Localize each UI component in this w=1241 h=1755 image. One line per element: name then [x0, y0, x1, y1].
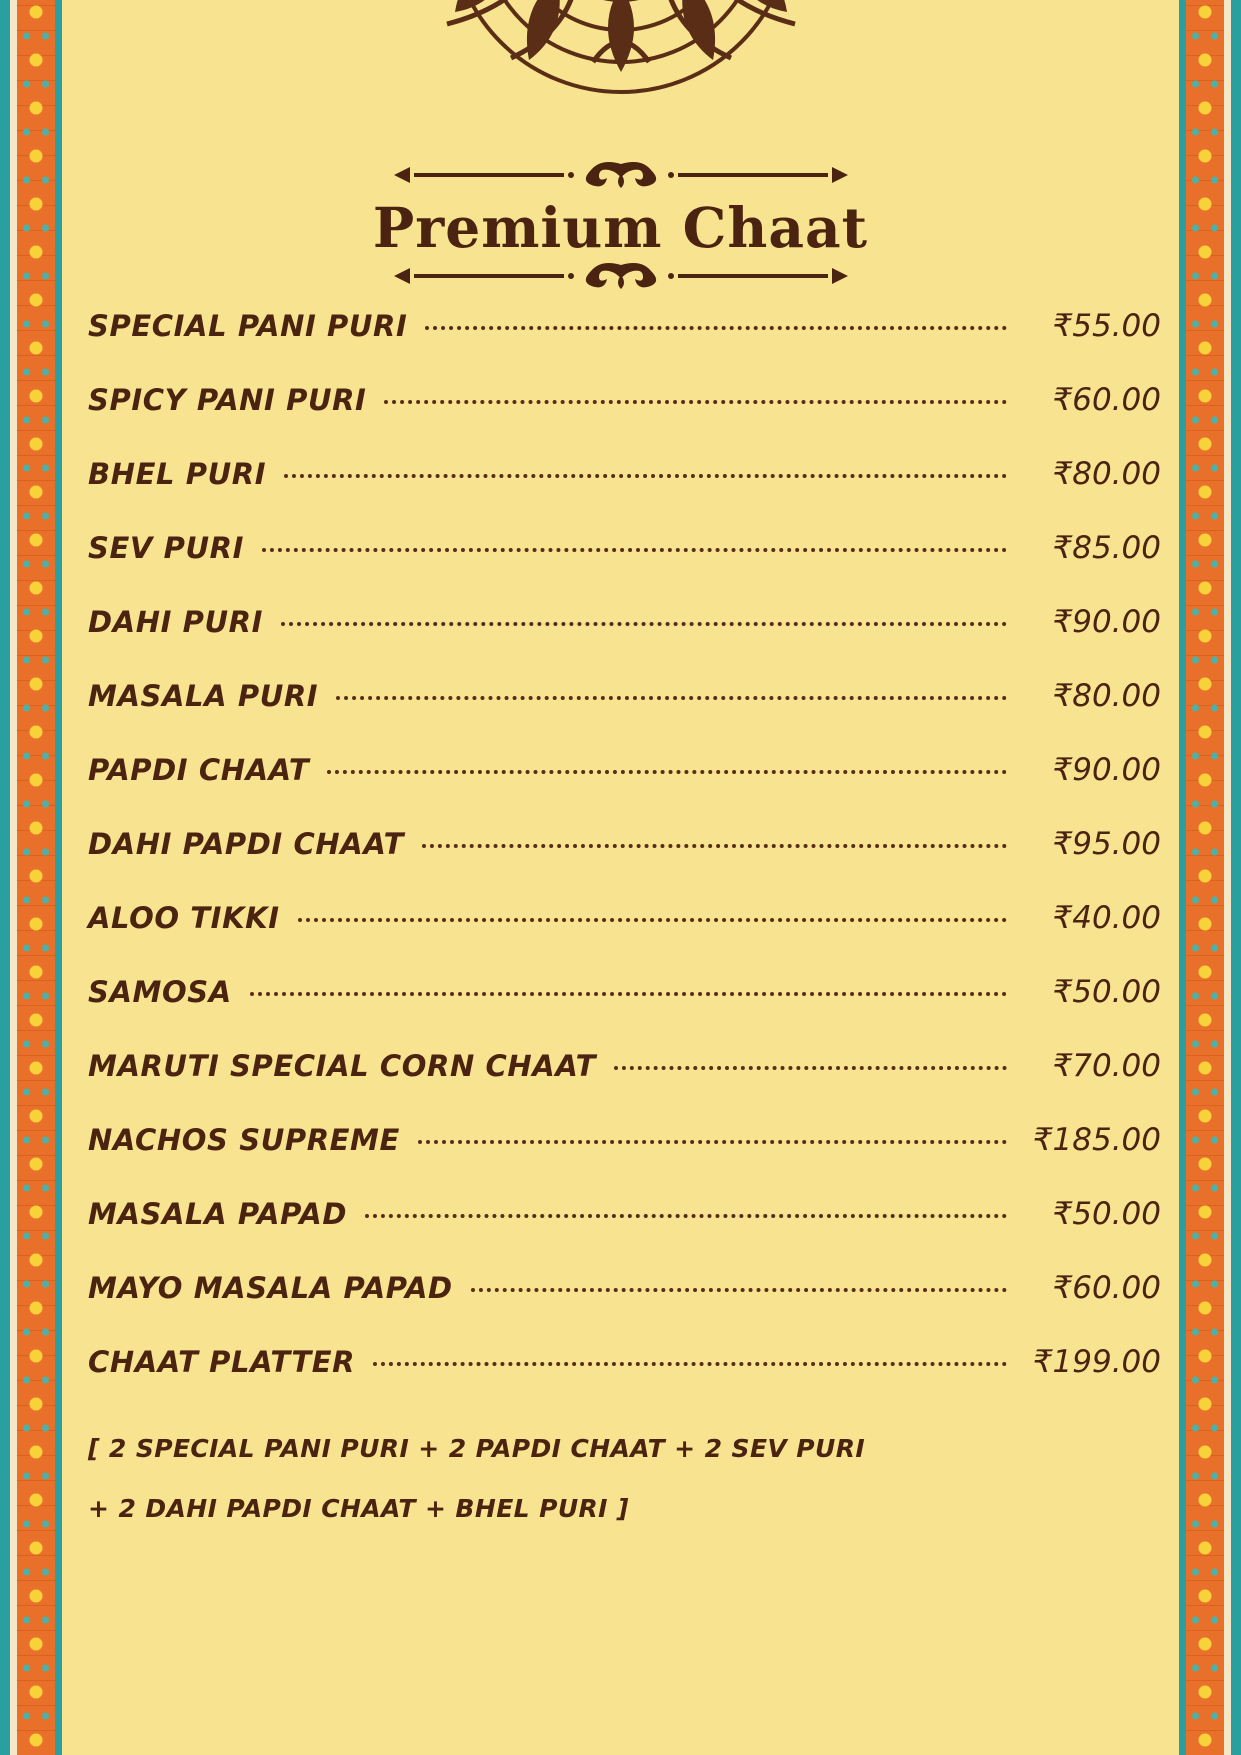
- leader-dots: [284, 474, 1007, 478]
- menu-item-price: ₹90.00: [1052, 752, 1161, 788]
- leader-dots: [422, 844, 1007, 848]
- border-band-teal-outer: [1231, 0, 1241, 1755]
- menu-item-row[interactable]: [88, 752, 1161, 826]
- leader-dots: [471, 1288, 1007, 1292]
- divider-top-icon: [386, 160, 856, 190]
- menu-item-name: SPECIAL PANI PURI: [88, 309, 408, 343]
- menu-item-price: ₹50.00: [1052, 1196, 1161, 1232]
- platter-note-line-1: [ 2 SPECIAL PANI PURI + 2 PAPDI CHAAT + 2 SEV PURI: [88, 1434, 866, 1463]
- menu-item-name: MAYO MASALA PAPAD: [88, 1271, 453, 1305]
- leader-dots: [418, 1140, 1007, 1144]
- leader-dots: [327, 770, 1007, 774]
- menu-item-row[interactable]: [88, 456, 1161, 530]
- menu-item-name: DAHI PAPDI CHAAT: [88, 827, 404, 861]
- menu-item-name: SEV PURI: [88, 531, 244, 565]
- leader-dots: [384, 400, 1007, 404]
- menu-item-price: ₹80.00: [1052, 456, 1161, 492]
- leader-dots: [262, 548, 1007, 552]
- divider-bottom-icon: [386, 261, 856, 291]
- menu-item-row[interactable]: [88, 604, 1161, 678]
- menu-item-name: ALOO TIKKI: [88, 901, 280, 935]
- menu-item-price: ₹60.00: [1052, 382, 1161, 418]
- leader-dots: [281, 622, 1007, 626]
- border-band-floral: [1186, 0, 1224, 1755]
- menu-item-name: MARUTI SPECIAL CORN CHAAT: [88, 1049, 596, 1083]
- border-right: [1179, 0, 1241, 1755]
- border-band-teal-inner: [55, 0, 62, 1755]
- menu-item-price: ₹50.00: [1052, 974, 1161, 1010]
- menu-item-list: [88, 308, 1161, 1537]
- menu-item-row[interactable]: [88, 308, 1161, 382]
- page-title: Premium Chaat: [372, 195, 869, 260]
- menu-item-price: ₹60.00: [1052, 1270, 1161, 1306]
- leader-dots: [425, 326, 1007, 330]
- menu-item-name: DAHI PURI: [88, 605, 263, 639]
- menu-item-name: BHEL PURI: [88, 457, 267, 491]
- border-left: [0, 0, 62, 1755]
- menu-item-name: MASALA PURI: [88, 679, 319, 713]
- menu-item-price: ₹85.00: [1052, 530, 1161, 566]
- leader-dots: [614, 1066, 1007, 1070]
- border-band-cream: [1224, 0, 1231, 1755]
- menu-item-price: ₹90.00: [1052, 604, 1161, 640]
- menu-item-name: SPICY PANI PURI: [88, 383, 367, 417]
- menu-item-price: ₹185.00: [1032, 1122, 1161, 1158]
- menu-item-price: ₹55.00: [1052, 308, 1161, 344]
- menu-item-name: NACHOS SUPREME: [88, 1123, 400, 1157]
- menu-item-row[interactable]: [88, 900, 1161, 974]
- menu-item-row[interactable]: [88, 826, 1161, 900]
- menu-item-row[interactable]: [88, 1344, 1161, 1418]
- border-band-floral: [17, 0, 55, 1755]
- menu-item-row[interactable]: [88, 1048, 1161, 1122]
- menu-item-name: MASALA PAPAD: [88, 1197, 347, 1231]
- menu-item-price: ₹95.00: [1052, 826, 1161, 862]
- menu-item-row[interactable]: [88, 974, 1161, 1048]
- menu-item-row[interactable]: [88, 1122, 1161, 1196]
- leader-dots: [250, 992, 1007, 996]
- menu-item-row[interactable]: [88, 678, 1161, 752]
- border-band-cream: [10, 0, 17, 1755]
- menu-item-row[interactable]: [88, 1270, 1161, 1344]
- menu-item-row[interactable]: [88, 382, 1161, 456]
- menu-page: [62, 0, 1179, 1755]
- border-band-teal-inner: [1179, 0, 1186, 1755]
- leader-dots: [298, 918, 1007, 922]
- menu-item-row[interactable]: [88, 1196, 1161, 1270]
- menu-item-price: ₹70.00: [1052, 1048, 1161, 1084]
- menu-item-row[interactable]: [88, 530, 1161, 604]
- menu-item-name: PAPDI CHAAT: [88, 753, 310, 787]
- menu-title-block: [62, 160, 1179, 295]
- menu-item-name: CHAAT PLATTER: [88, 1345, 356, 1379]
- menu-item-price: ₹40.00: [1052, 900, 1161, 936]
- platter-note-line-2: + 2 DAHI PAPDI CHAAT + BHEL PURI ]: [88, 1493, 629, 1523]
- menu-item-price: ₹80.00: [1052, 678, 1161, 714]
- leader-dots: [373, 1362, 1007, 1366]
- leader-dots: [336, 696, 1007, 700]
- menu-item-price: ₹199.00: [1032, 1344, 1161, 1380]
- mandala-icon: [361, 0, 881, 172]
- menu-item-name: SAMOSA: [88, 975, 232, 1009]
- border-band-teal-outer: [0, 0, 10, 1755]
- leader-dots: [365, 1214, 1007, 1218]
